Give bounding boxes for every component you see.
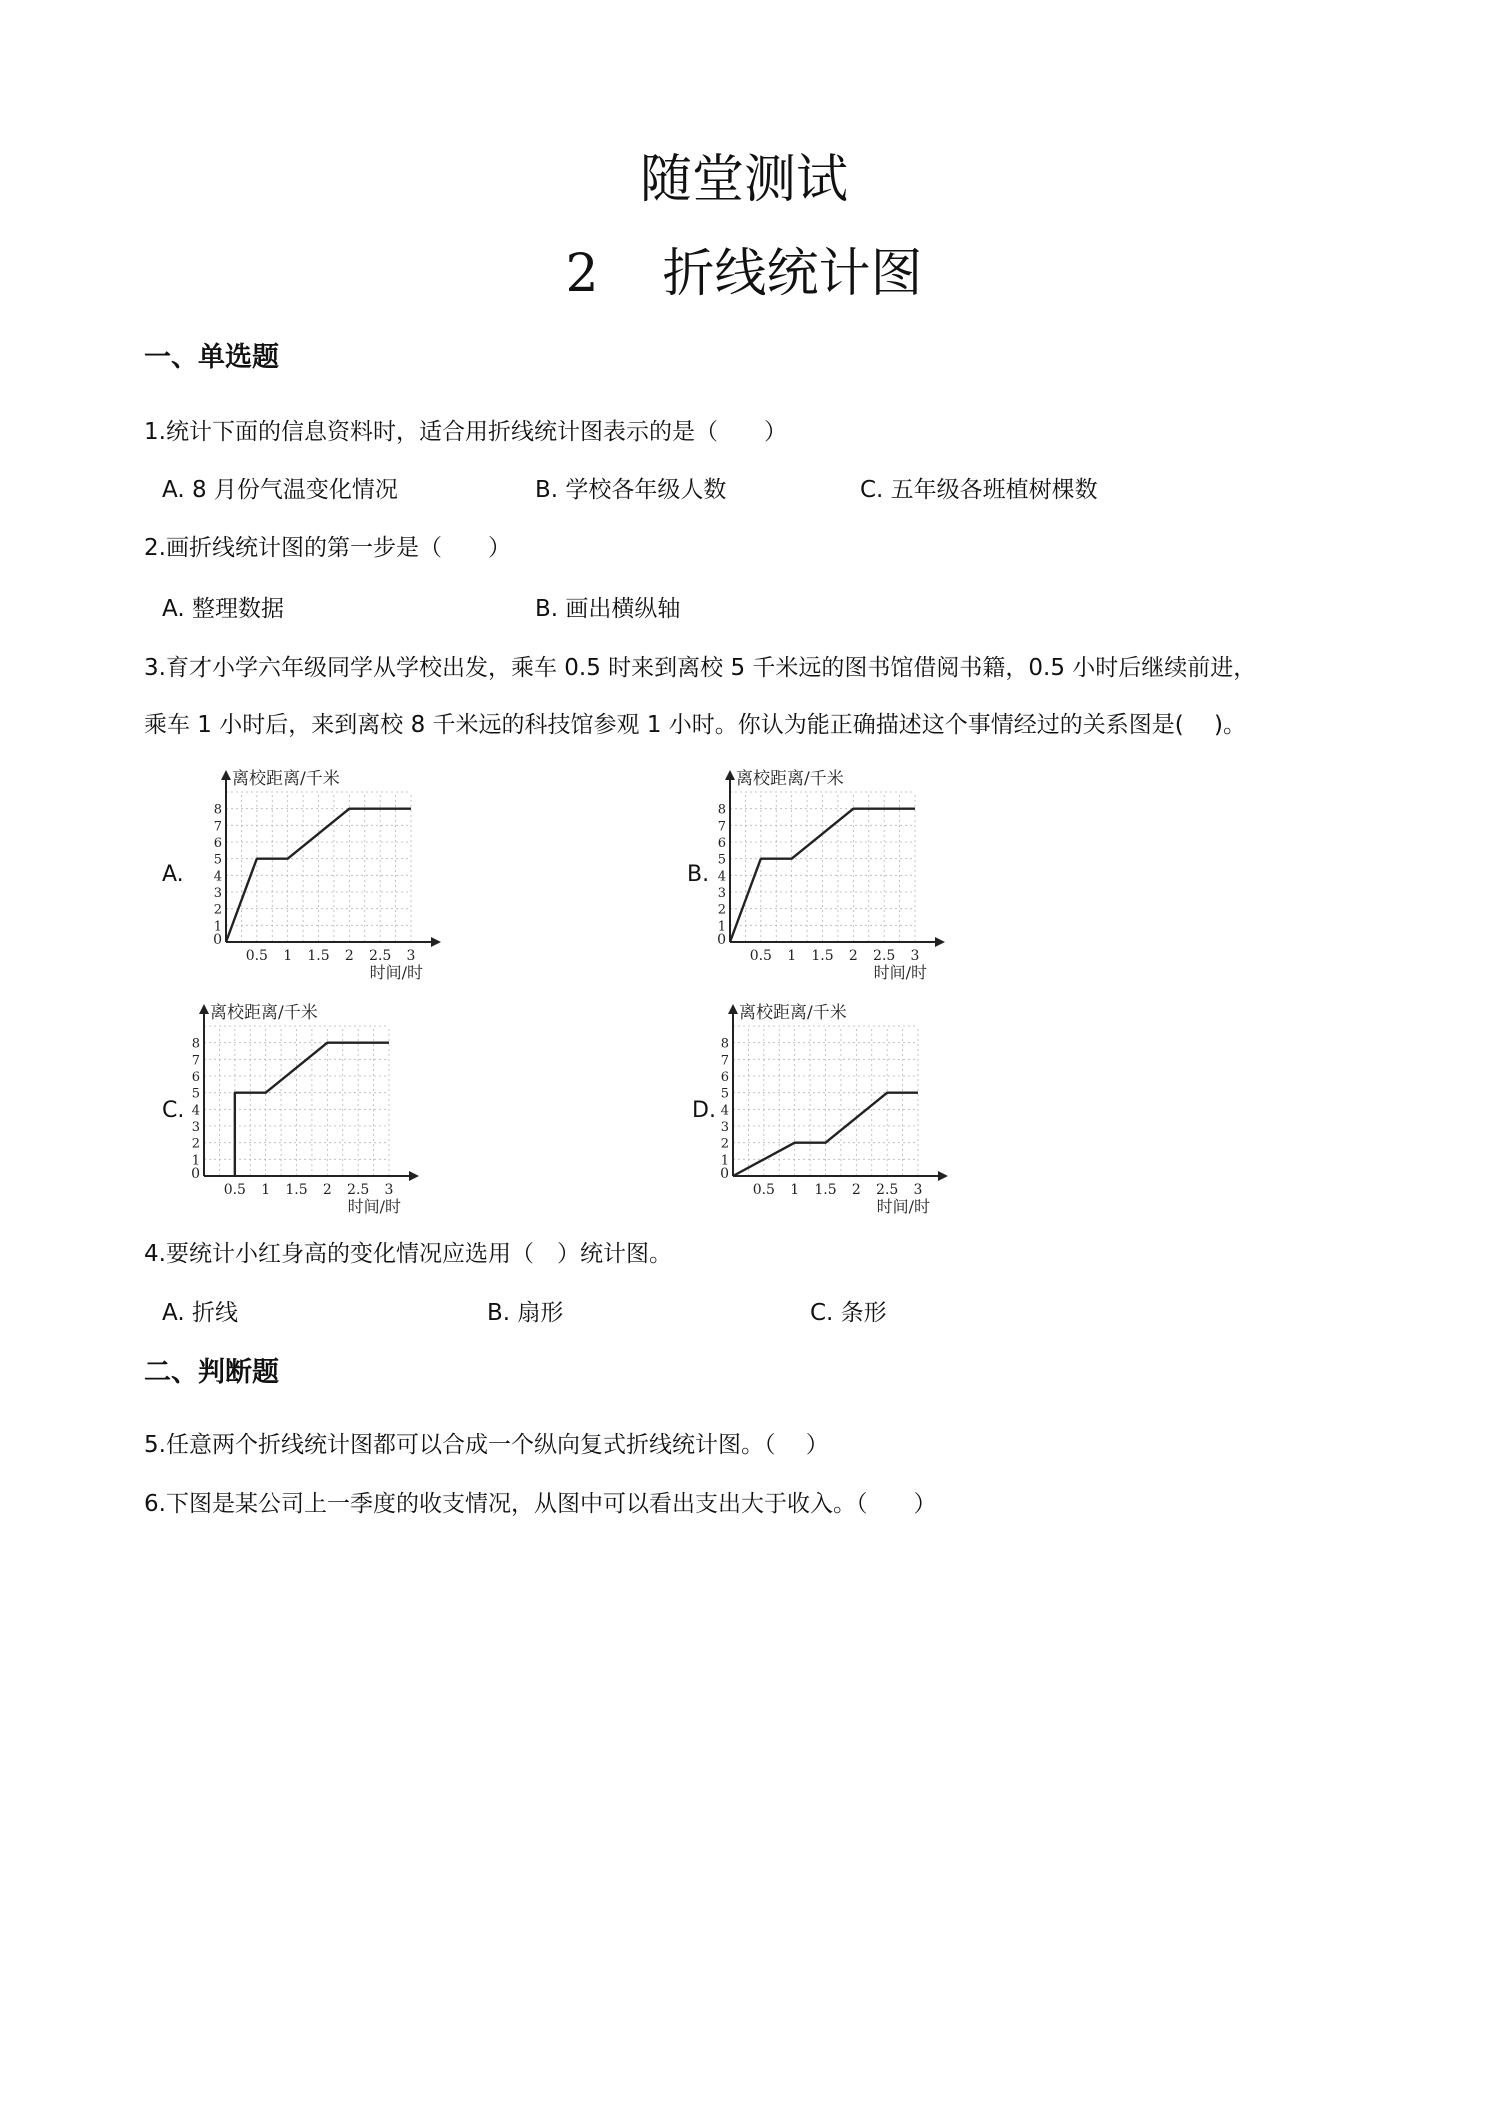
- y-tick-label: 3: [720, 1120, 729, 1135]
- section-heading-true-false: 二、判断题: [144, 1357, 279, 1388]
- x-tick-label: 3: [384, 1182, 394, 1198]
- q4-option-b: B. 扇形: [487, 1300, 564, 1326]
- x-axis-label: 时间/时: [873, 963, 927, 982]
- y-tick-label: 1: [720, 1153, 729, 1169]
- x-tick-label: 2.5: [873, 948, 896, 964]
- x-tick-label: 0.5: [245, 948, 268, 964]
- y-tick-label: 1: [717, 919, 726, 935]
- x-tick-label: 1.5: [307, 948, 330, 964]
- y-axis-arrow: [221, 770, 231, 780]
- question-3-line-1: 3.育才小学六年级同学从学校出发，乘车 0.5 时来到离校 5 千米远的图书馆借阅书籍，0.5 小时后继续前进，: [144, 655, 1257, 681]
- q4-option-c: C. 条形: [810, 1300, 887, 1326]
- y-tick-label: 4: [720, 1103, 729, 1119]
- y-axis-label: 离校距离/千米: [232, 769, 340, 789]
- y-tick-label: 8: [720, 1036, 729, 1052]
- x-tick-label: 2: [322, 1182, 332, 1198]
- x-tick-label: 1: [261, 1182, 271, 1198]
- y-tick-label: 3: [213, 886, 222, 901]
- x-tick-label: 0.5: [223, 1182, 246, 1198]
- question-2: 2.画折线统计图的第一步是（ ）: [144, 535, 511, 561]
- y-axis-arrow: [725, 770, 735, 780]
- y-tick-label: 1: [191, 1153, 200, 1169]
- y-tick-label: 4: [191, 1103, 200, 1119]
- x-tick-label: 2.5: [369, 948, 392, 964]
- x-axis-arrow: [431, 937, 441, 947]
- origin-label: 0: [191, 1166, 200, 1182]
- x-tick-label: 3: [406, 948, 416, 964]
- chart-option-a: [210, 766, 470, 986]
- y-tick-label: 2: [717, 902, 726, 918]
- y-tick-label: 2: [213, 902, 222, 918]
- x-axis-arrow: [938, 1171, 948, 1181]
- x-tick-label: 1: [283, 948, 293, 964]
- y-axis-label: 离校距离/千米: [739, 1003, 847, 1023]
- q3-option-d-label: D.: [692, 1098, 716, 1123]
- y-tick-label: 1: [213, 919, 222, 935]
- y-tick-label: 6: [720, 1070, 729, 1085]
- x-tick-label: 0.5: [749, 948, 772, 964]
- y-tick-label: 7: [720, 1053, 729, 1069]
- x-axis-label: 时间/时: [369, 963, 423, 982]
- x-tick-label: 2.5: [347, 1182, 370, 1198]
- origin-label: 0: [717, 932, 726, 948]
- y-tick-label: 4: [717, 869, 726, 885]
- y-axis-label: 离校距离/千米: [210, 1003, 318, 1023]
- q3-option-c-label: C.: [162, 1098, 185, 1123]
- question-1: 1.统计下面的信息资料时，适合用折线统计图表示的是（ ）: [144, 419, 787, 445]
- y-tick-label: 3: [717, 886, 726, 901]
- chart-option-d: [717, 1000, 977, 1220]
- q1-option-b: B. 学校各年级人数: [535, 477, 727, 503]
- y-tick-label: 6: [213, 836, 222, 851]
- q2-option-b: B. 画出横纵轴: [535, 596, 681, 622]
- y-tick-label: 8: [213, 802, 222, 818]
- x-tick-label: 1.5: [811, 948, 834, 964]
- x-tick-label: 2: [851, 1182, 861, 1198]
- y-tick-label: 3: [191, 1120, 200, 1135]
- y-tick-label: 4: [213, 869, 222, 885]
- y-tick-label: 5: [717, 852, 726, 868]
- x-axis-arrow: [409, 1171, 419, 1181]
- y-tick-label: 6: [717, 836, 726, 851]
- y-tick-label: 8: [717, 802, 726, 818]
- q1-option-a: A. 8 月份气温变化情况: [162, 477, 398, 503]
- y-tick-label: 8: [191, 1036, 200, 1052]
- x-tick-label: 3: [910, 948, 920, 964]
- x-tick-label: 1: [790, 1182, 800, 1198]
- x-tick-label: 2: [344, 948, 354, 964]
- chart-option-b: [714, 766, 974, 986]
- y-tick-label: 5: [191, 1086, 200, 1102]
- q4-option-a: A. 折线: [162, 1300, 238, 1326]
- chart-option-c: [188, 1000, 448, 1220]
- section-heading-single-choice: 一、单选题: [144, 342, 279, 373]
- x-tick-label: 2.5: [876, 1182, 899, 1198]
- q3-option-a-label: A.: [162, 862, 184, 887]
- q3-option-b-label: B.: [687, 862, 710, 887]
- x-axis-label: 时间/时: [876, 1197, 930, 1216]
- x-tick-label: 0.5: [752, 1182, 775, 1198]
- question-6: 6.下图是某公司上一季度的收支情况，从图中可以看出支出大于收入。（ ）: [144, 1491, 937, 1517]
- x-tick-label: 1: [787, 948, 797, 964]
- page-subtitle: [0, 242, 1488, 306]
- x-tick-label: 1.5: [814, 1182, 837, 1198]
- y-axis-arrow: [728, 1004, 738, 1014]
- y-tick-label: 5: [720, 1086, 729, 1102]
- question-4: 4.要统计小红身高的变化情况应选用（ ）统计图。: [144, 1241, 672, 1267]
- y-tick-label: 2: [720, 1136, 729, 1152]
- x-axis-arrow: [935, 937, 945, 947]
- question-3-line-2: 乘车 1 小时后，来到离校 8 千米远的科技馆参观 1 小时。你认为能正确描述这个事情经过的关系图是( )。: [144, 712, 1247, 738]
- y-tick-label: 5: [213, 852, 222, 868]
- y-tick-label: 2: [191, 1136, 200, 1152]
- question-5: 5.任意两个折线统计图都可以合成一个纵向复式折线统计图。（ ）: [144, 1432, 829, 1458]
- subtitle-text: 折线统计图: [662, 244, 923, 304]
- x-tick-label: 3: [913, 1182, 923, 1198]
- y-tick-label: 6: [191, 1070, 200, 1085]
- x-tick-label: 1.5: [285, 1182, 308, 1198]
- page-title: 随堂测试: [639, 150, 848, 210]
- q1-option-c: C. 五年级各班植树棵数: [860, 477, 1098, 503]
- y-tick-label: 7: [213, 819, 222, 835]
- y-tick-label: 7: [191, 1053, 200, 1069]
- q2-option-a: A. 整理数据: [162, 596, 284, 622]
- origin-label: 0: [720, 1166, 729, 1182]
- x-tick-label: 2: [848, 948, 858, 964]
- y-tick-label: 7: [717, 819, 726, 835]
- y-axis-label: 离校距离/千米: [736, 769, 844, 789]
- subtitle-number: 2: [565, 244, 599, 304]
- origin-label: 0: [213, 932, 222, 948]
- y-axis-arrow: [199, 1004, 209, 1014]
- x-axis-label: 时间/时: [347, 1197, 401, 1216]
